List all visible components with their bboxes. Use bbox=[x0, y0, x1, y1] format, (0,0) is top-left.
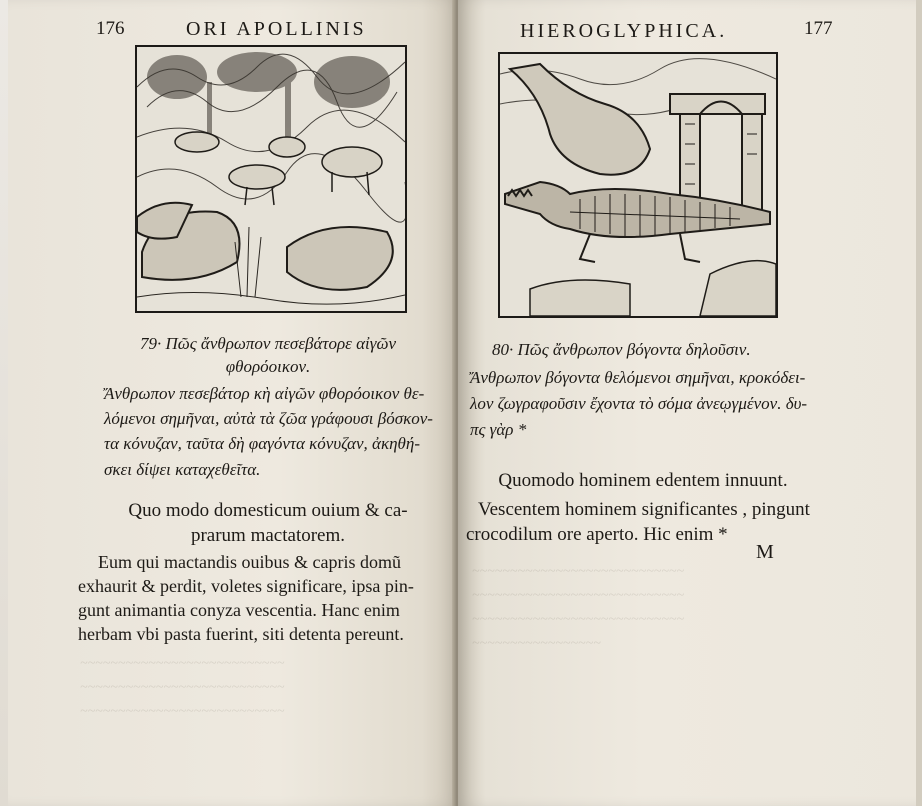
show-through-text: ~~~~~~~~~~~~~~~~~~~~~~~~~~~~ bbox=[472, 612, 685, 627]
latin-text-line: Vescentem hominem significantes , pingunt bbox=[478, 499, 810, 520]
left-page bbox=[8, 0, 458, 806]
left-running-head: ORI APOLLINIS bbox=[186, 18, 367, 40]
greek-text-line: Ἄνθρωπον πεσεβάτορ κὴ αἰγῶν φθορόοικον θε- bbox=[104, 384, 425, 403]
latin-title-line-2: prarum mactatorem. bbox=[190, 525, 346, 546]
show-through-text: ~~~~~~~~~~~~~~~~~ bbox=[472, 636, 601, 651]
right-page-number: 177 bbox=[804, 18, 833, 39]
right-page bbox=[458, 0, 922, 806]
latin-text-line: herbam vbi pasta fuerint, siti detenta pereunt. bbox=[78, 624, 404, 644]
latin-text-line: exhaurit & perdit, voletes significare, ipsa pin- bbox=[78, 576, 414, 596]
show-through-text: ~~~~~~~~~~~~~~~~~~~~~~~~~~~ bbox=[80, 680, 285, 695]
show-through-text: ~~~~~~~~~~~~~~~~~~~~~~~~~~~~ bbox=[472, 588, 685, 603]
signature-mark: M bbox=[756, 541, 774, 563]
page-edge bbox=[916, 0, 922, 806]
show-through-text: ~~~~~~~~~~~~~~~~~~~~~~~~~~~ bbox=[80, 704, 285, 719]
greek-text-line: τα κόνυζαν, ταῦτα δὴ φαγόντα κόνυζαν, ἀκηθή- bbox=[104, 434, 420, 453]
latin-text-line: crocodilum ore aperto. Hic enim * bbox=[466, 524, 728, 545]
greek-heading-line-1: 80· Πῶς ἄνθρωπον βόγοντα δηλοῦσιν. bbox=[492, 340, 751, 359]
woodcut-goats-illustration bbox=[135, 45, 407, 313]
left-page-number: 176 bbox=[96, 18, 125, 39]
latin-title-line-1: Quo modo domesticum ouium & ca- bbox=[128, 500, 408, 521]
latin-text-line: gunt animantia conyza vescentia. Hanc enim bbox=[78, 600, 400, 620]
latin-text-line: Eum qui mactandis ouibus & capris domũ bbox=[98, 552, 401, 572]
greek-heading-line-1: 79· Πῶς ἄνθρωπον πεσεβάτορε αἰγῶν bbox=[140, 334, 396, 353]
greek-heading-line-2: φθορόοικον. bbox=[225, 357, 311, 376]
right-running-head: HIEROGLYPHICA. bbox=[520, 20, 728, 42]
greek-text-line: σκει δίψει καταχεθεῖτα. bbox=[104, 460, 261, 479]
woodcut-crocodile-illustration bbox=[498, 52, 778, 318]
show-through-text: ~~~~~~~~~~~~~~~~~~~~~~~~~~~ bbox=[80, 656, 285, 671]
greek-text-line: Ἄνθρωπον βόγοντα θελόμενοι σημῆναι, κροκόδει- bbox=[470, 368, 806, 387]
show-through-text: ~~~~~~~~~~~~~~~~~~~~~~~~~~~~ bbox=[472, 564, 685, 579]
greek-text-line: λον ζωγραφοῦσιν ἔχοντα τὸ σόμα ἀνεῳγμένον. δυ- bbox=[470, 394, 808, 413]
latin-title-line-1: Quomodo hominem edentem innuunt. bbox=[498, 470, 788, 491]
greek-text-line: πς γὰρ * bbox=[470, 420, 527, 439]
greek-text-line: λόμενοι σημῆναι, αὐτὰ τὰ ζῶα γράφουσι βόσκον- bbox=[104, 409, 433, 428]
